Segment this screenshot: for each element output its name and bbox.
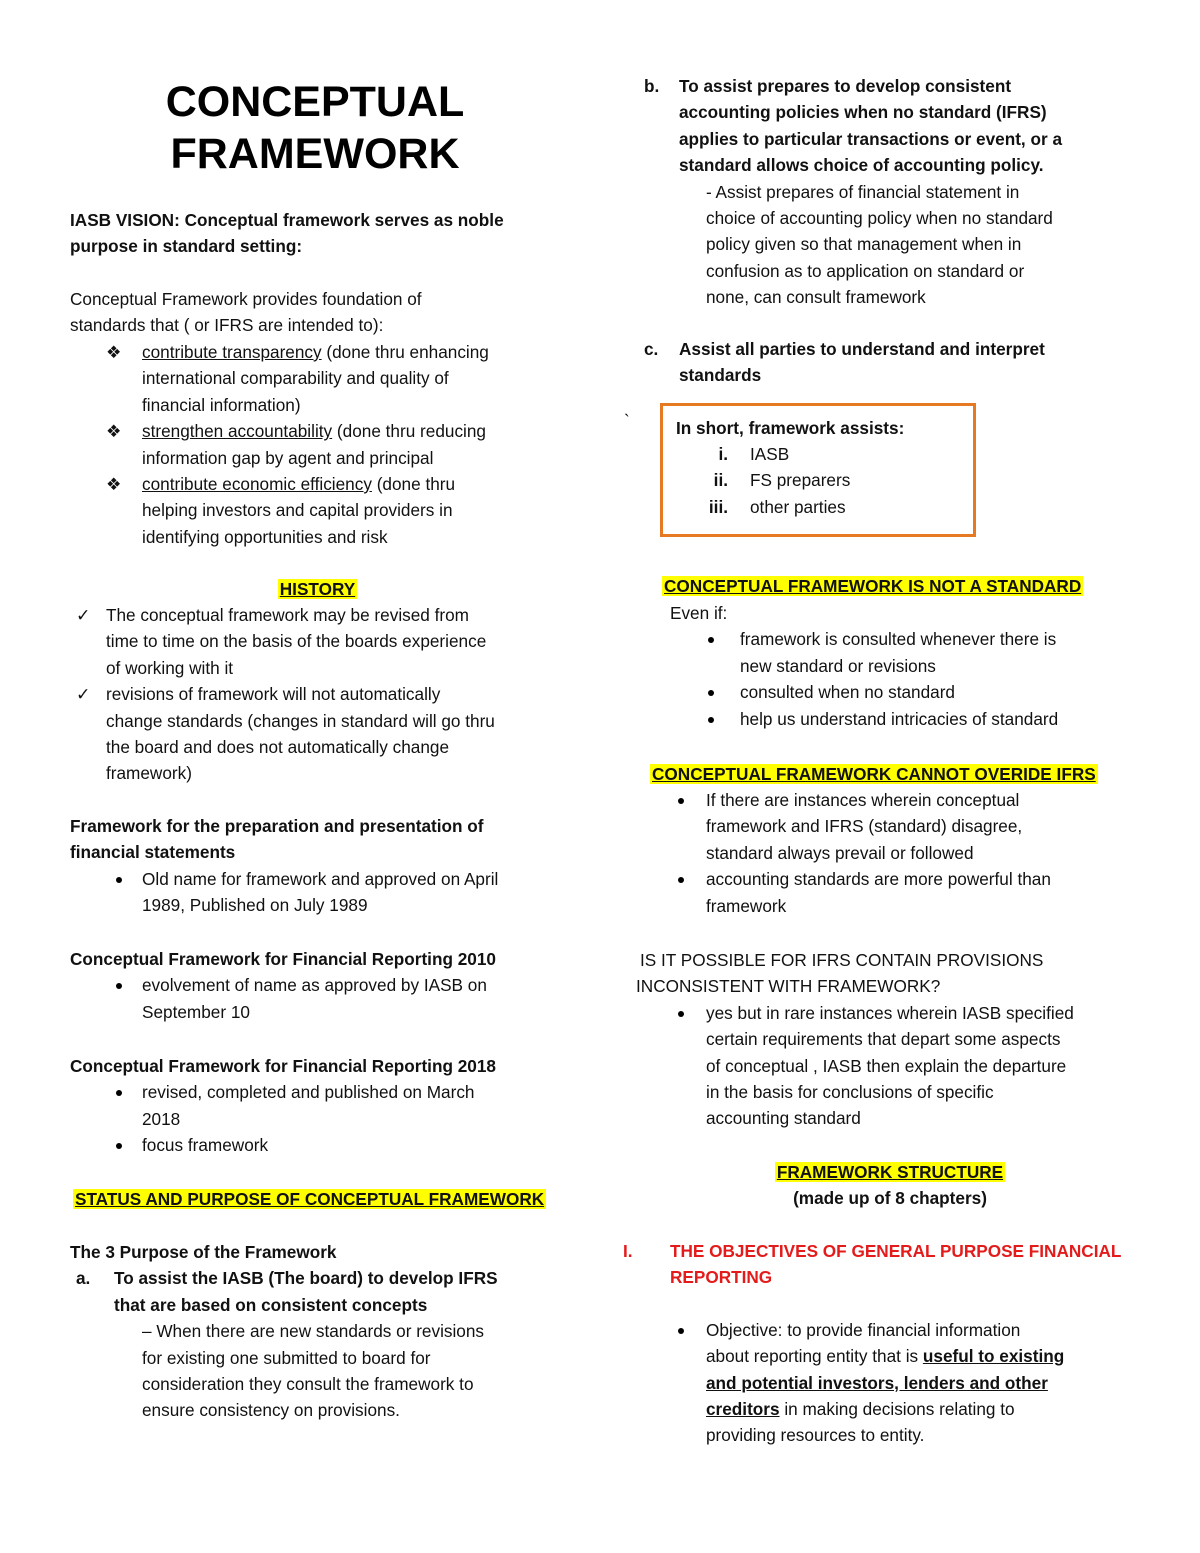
- bullet-icon: [116, 1090, 122, 1096]
- purpose-section: The 3 Purpose of the Framework a. To assist the IASB (The board) to develop IFRS that are based on consistent concepts – When there are new standards or revisions for existing one submitted to board for consideration they consult the framework to ensure consistency on provisions.: [70, 1239, 570, 1424]
- override-section: [640, 787, 1140, 919]
- list-item: ❖ contribute transparency (done thru enhancing international comparability and quality of financial information): [70, 339, 570, 418]
- list-item: framework is consulted whenever there is new standard or revisions: [670, 626, 1140, 679]
- objectives-heading: I. THE OBJECTIVES OF GENERAL PURPOSE FINANCIAL REPORTING: [623, 1241, 1122, 1288]
- list-item: ❖ strengthen accountability (done thru reducing information gap by agent and principal: [70, 418, 570, 471]
- list-item: b. To assist prepares to develop consistent accounting policies when no standard (IFRS) applies to particular transactions or event, or a standard allows choice of accounting policy.: [644, 76, 1063, 176]
- list-item: iii. other parties: [708, 496, 846, 517]
- history-list: [70, 602, 570, 787]
- list-item: help us understand intricacies of standard: [670, 706, 1140, 732]
- bullet-icon: [678, 1011, 684, 1017]
- list-item: c. Assist all parties to understand and interpret standards: [644, 339, 1045, 386]
- cf2018-section: Conceptual Framework for Financial Reporting 2018 revised, completed and published on March 2018 focus framework: [70, 1053, 570, 1159]
- checkmark-icon: ✓: [76, 605, 91, 625]
- override-heading: CONCEPTUAL FRAMEWORK CANNOT OVERIDE IFRS: [652, 764, 1096, 784]
- list-item: ✓ The conceptual framework may be revised from time to time on the basis of the boards experience of working with it: [70, 602, 570, 681]
- stray-mark: `: [624, 411, 630, 431]
- bullet-icon: [678, 1328, 684, 1334]
- list-item: Old name for framework and approved on April 1989, Published on July 1989: [70, 866, 570, 919]
- bullet-icon: [678, 877, 684, 883]
- history-heading: HISTORY: [279, 579, 356, 599]
- objectives-section: [623, 1238, 1140, 1449]
- list-item: consulted when no standard: [670, 679, 1140, 705]
- diamond-bullet-icon: ❖: [106, 474, 122, 495]
- bullet-icon: [708, 690, 714, 696]
- list-item: revised, completed and published on March 2018: [70, 1079, 570, 1132]
- prep-section: Framework for the preparation and presentation of financial statements Old name for framework and approved on April 1989, Published on July 1989: [70, 813, 570, 919]
- bullet-icon: [116, 877, 122, 883]
- purpose-c: [640, 336, 1140, 389]
- list-item: ✓ revisions of framework will not automatically change standards (changes in standard will go thru the board and does not automatically change framework): [70, 681, 570, 787]
- bullet-icon: [116, 1143, 122, 1149]
- list-item: ii. FS preparers: [713, 470, 851, 491]
- list-item: ❖ contribute economic efficiency (done thru helping investors and capital providers in identifying opportunities and risk: [70, 471, 570, 550]
- list-item: yes but in rare instances wherein IASB specified certain requirements that depart some aspects of conceptual , IASB then explain the departure in the basis for conclusions of specific accounting standard: [636, 1000, 1140, 1132]
- foundation-text: Conceptual Framework provides foundation of standards that ( or IFRS are intended to):: [70, 289, 422, 336]
- page-title: CONCEPTUAL FRAMEWORK: [165, 78, 465, 178]
- purpose-b-note: - Assist prepares of financial statement in choice of accounting policy when no standard policy given so that management when in confusion as to application on standard or none, can consult framework: [706, 181, 1053, 308]
- list-item: evolvement of name as approved by IASB on September 10: [70, 972, 570, 1025]
- summary-box-heading: In short, framework assists:: [676, 418, 905, 438]
- not-standard-section: Even if: framework is consulted whenever there is new standard or revisions consulted when no standard help us understand intricacies of standard: [670, 600, 1140, 732]
- list-item: accounting standards are more powerful than framework: [640, 866, 1140, 919]
- checkmark-icon: ✓: [76, 684, 91, 705]
- list-item: i. IASB: [718, 444, 790, 464]
- bullet-icon: [116, 983, 122, 989]
- status-heading: STATUS AND PURPOSE OF CONCEPTUAL FRAMEWORK: [75, 1189, 545, 1209]
- structure-section: FRAMEWORK STRUCTURE (made up of 8 chapters): [776, 1162, 1004, 1209]
- possible-section: IS IT POSSIBLE FOR IFRS CONTAIN PROVISIONS INCONSISTENT WITH FRAMEWORK? yes but in rare instances wherein IASB specified certain requirements that depart some aspects of conceptual , IASB then explain the departure in the basis for conclusions of specific accounting standard: [636, 947, 1140, 1132]
- bullet-icon: [708, 637, 714, 643]
- bullet-icon: [678, 798, 684, 804]
- not-standard-heading: CONCEPTUAL FRAMEWORK IS NOT A STANDARD: [664, 576, 1082, 596]
- purpose-b: [640, 73, 1140, 311]
- list-item: focus framework: [70, 1132, 570, 1158]
- summary-list: [676, 441, 966, 520]
- cf2010-section: Conceptual Framework for Financial Reporting 2010 evolvement of name as approved by IASB on September 10: [70, 946, 570, 1025]
- diamond-bullet-icon: ❖: [106, 342, 122, 362]
- iasb-vision: IASB VISION: Conceptual framework serves as noble purpose in standard setting:: [70, 210, 504, 257]
- list-item: a. To assist the IASB (The board) to develop IFRS that are based on consistent concepts: [76, 1268, 498, 1315]
- bullet-icon: [708, 717, 714, 723]
- list-item: If there are instances wherein conceptual framework and IFRS (standard) disagree, standard always prevail or followed: [640, 787, 1140, 866]
- list-item: Objective: to provide financial information about reporting entity that is useful to existing and potential investors, lenders and other creditors in making decisions relating to providing resources to entity.: [623, 1317, 1140, 1449]
- diamond-bullet-icon: ❖: [106, 421, 122, 442]
- purpose-a-note: – When there are new standards or revisions for existing one submitted to board for consideration they consult the framework to ensure consistency on provisions.: [142, 1321, 485, 1421]
- diamond-list: [70, 339, 570, 550]
